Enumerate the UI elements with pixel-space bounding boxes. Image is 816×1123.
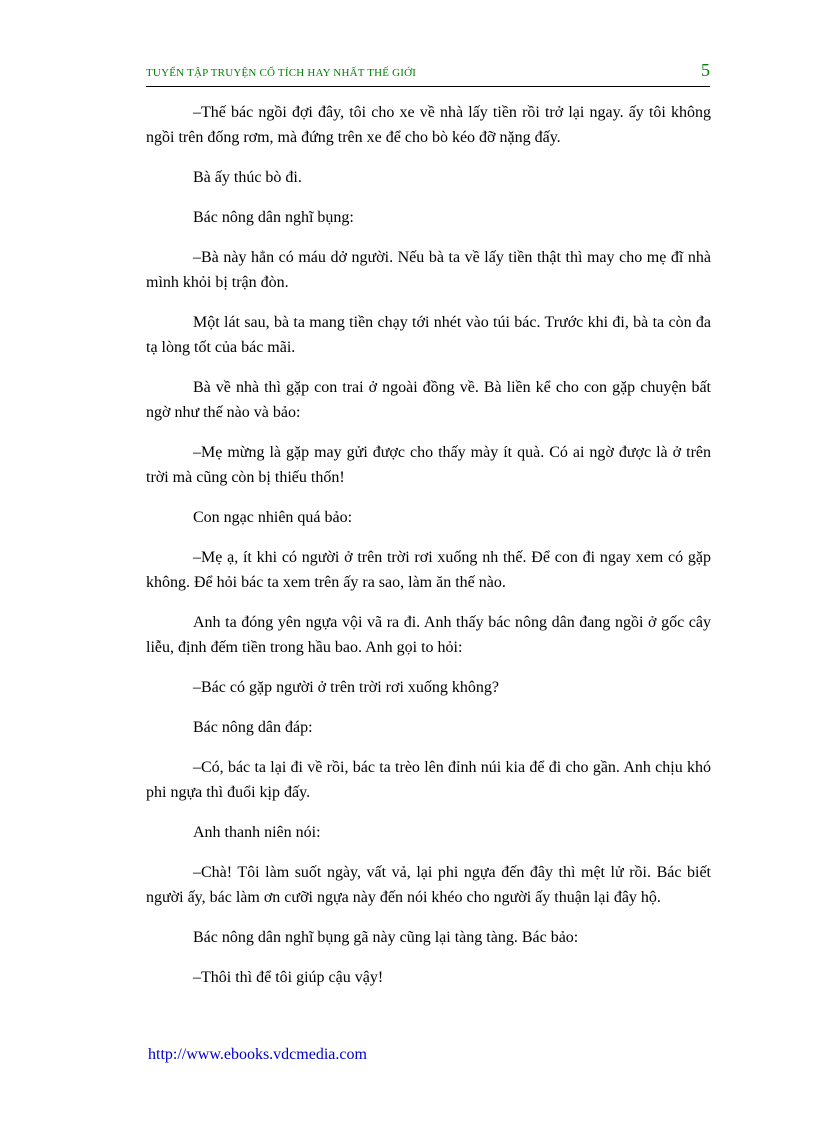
paragraph: Bác nông dân đáp: xyxy=(193,719,313,736)
paragraph: Anh thanh niên nói: xyxy=(193,824,321,841)
paragraph: –Thế bác ngồi đợi đây, tôi cho xe về nhà lấy tiền rồi trở lại ngay. ấy tôi không ngồi trên đống rơm, mà đứng trên xe để cho bò kéo đỡ nặng đấy. xyxy=(146,104,711,146)
paragraph: –Có, bác ta lại đi về rồi, bác ta trèo lên đỉnh núi kia để đi cho gần. Anh chịu khó phi ngựa thì đuổi kịp đấy. xyxy=(146,759,711,801)
book-title: TUYỂN TẬP TRUYỆN CỔ TÍCH HAY NHẤT THẾ GIỚI xyxy=(146,67,417,79)
paragraph: –Bà này hẳn có máu dở người. Nếu bà ta về lấy tiền thật thì may cho mẹ đĩ nhà mình khỏi bị trận đòn. xyxy=(146,249,711,291)
paragraph: Bà ấy thúc bò đi. xyxy=(193,169,302,186)
paragraph: –Mẹ ạ, ít khi có người ở trên trời rơi xuống nh thế. Để con đi ngay xem có gặp không. Để hỏi bác ta xem trên ấy ra sao, làm ăn thế nào. xyxy=(146,549,711,591)
story-text xyxy=(146,100,711,1005)
paragraph: Bà về nhà thì gặp con trai ở ngoài đồng về. Bà liền kể cho con gặp chuyện bất ngờ như thế nào và bảo: xyxy=(146,379,711,421)
paragraph: Bác nông dân nghĩ bụng gã này cũng lại tàng tàng. Bác bảo: xyxy=(193,929,579,946)
running-header xyxy=(146,62,710,87)
paragraph: Anh ta đóng yên ngựa vội vã ra đi. Anh thấy bác nông dân đang ngồi ở gốc cây liễu, định đếm tiền trong hầu bao. Anh gọi to hỏi: xyxy=(146,614,711,656)
paragraph: Một lát sau, bà ta mang tiền chạy tới nhét vào túi bác. Trước khi đi, bà ta còn đa tạ lòng tốt của bác mãi. xyxy=(146,314,711,356)
paragraph: –Chà! Tôi làm suốt ngày, vất vả, lại phi ngựa đến đây thì mệt lử rồi. Bác biết người ấy, bác làm ơn cưỡi ngựa này đến nói khéo cho người ấy thuận lại đây hộ. xyxy=(146,864,711,906)
footer-link[interactable]: http://www.ebooks.vdcmedia.com xyxy=(148,1046,367,1063)
paragraph: –Mẹ mừng là gặp may gửi được cho thấy mày ít quà. Có ai ngờ được là ở trên trời mà cũng còn bị thiếu thốn! xyxy=(146,444,711,486)
paragraph: –Bác có gặp người ở trên trời rơi xuống không? xyxy=(193,679,500,696)
paragraph: Bác nông dân nghĩ bụng: xyxy=(193,209,354,226)
paragraph: –Thôi thì để tôi giúp cậu vậy! xyxy=(193,969,384,986)
paragraph: Con ngạc nhiên quá bảo: xyxy=(193,509,353,526)
page-number: 5 xyxy=(701,60,710,80)
